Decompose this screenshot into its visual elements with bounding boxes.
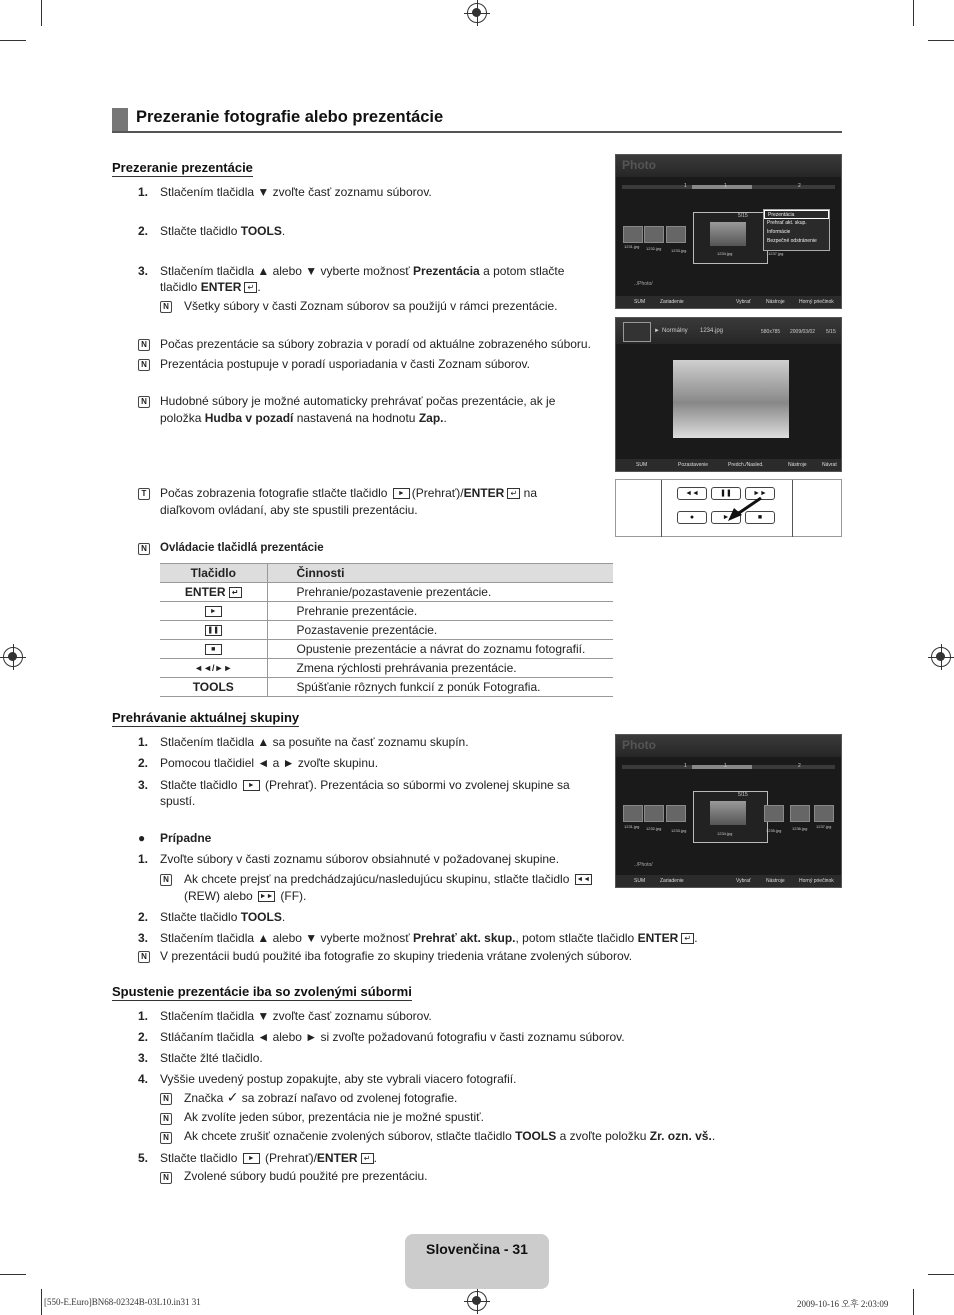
stop-icon: ■ xyxy=(205,644,222,655)
section-heading-selected-files: Spustenie prezentácie iba so zvolenými súbormi xyxy=(112,984,412,999)
bullet-icon: ● xyxy=(138,831,146,845)
note-start-slideshow: Počas zobrazenia fotografie stlačte tlačidlo ► (Prehrať)/ENTER ↵ na diaľkovom ovládaní, aby ste spustili prezentáciu. xyxy=(160,486,537,517)
slideshow-controls-table xyxy=(160,563,613,697)
step-4: 4. Vyššie uvedený postup zopakujte, aby ste vybrali viacero fotografií. xyxy=(138,1072,517,1086)
note-order-list: Prezentácia postupuje v poradí usporiadania v časti Zoznam súborov. xyxy=(160,357,530,371)
section-heading-current-group: Prehrávanie aktuálnej skupiny xyxy=(112,710,300,725)
step-5: 5. Stlačte tlačidlo ► (Prehrať)/ENTER ↵ . xyxy=(138,1151,377,1165)
print-slug-right: 2009-10-16 오후 2:03:09 xyxy=(797,1299,889,1309)
alternative-heading: ● Prípadne xyxy=(138,831,212,845)
note-deselect: Ak chcete zrušiť označenie zvolených súborov, stlačte tlačidlo TOOLS a zvoľte položku Zr. ozn. vš.. xyxy=(184,1129,716,1143)
step-2: 2. Stláčaním tlačidla ◄ alebo ► si zvoľte požadovanú fotografiu v časti zoznamu súborov. xyxy=(138,1030,625,1044)
tv-screen-photo-group: Photo 1 1 2 1231.jpg 1232.jpg 1233.jpg 5/15 1234.jpg 1235.jpg 1236.jpg 1237.jpg ../Photo/ SUM Zariadenie Vybrať Nástroje Horný priečinok xyxy=(615,734,842,888)
note-single-file: Ak zvolíte jeden súbor, prezentácia nie je možné spustiť. xyxy=(184,1110,484,1124)
stop-button[interactable]: ■ xyxy=(745,511,775,524)
note-icon: N xyxy=(138,543,150,555)
note-all-files: Všetky súbory v časti Zoznam súborov sa použijú v rámci prezentácie. xyxy=(184,299,558,313)
step-3: 3. Stlačte žlté tlačidlo. xyxy=(138,1051,263,1065)
remote-control-buttons xyxy=(615,479,842,537)
step-2: 2. Pomocou tlačidiel ◄ a ► zvoľte skupinu. xyxy=(138,756,379,770)
pause-icon: ❚❚ xyxy=(205,625,222,636)
note-background-music: Hudobné súbory je možné automaticky prehrávať počas prezentácie, ak je položka Hudba v pozadí nastavená na hodnotu Zap.. xyxy=(160,394,556,425)
alt-step-1: 1. Zvoľte súbory v časti zoznamu súborov obsiahnuté v požadovanej skupine. xyxy=(138,852,560,866)
tv-screen-slideshow: ► Normálny 1234.jpg 580x785 2009/03/02 5/15 SUM Pozastavenie Predch./Nasled. Nástroje Návrat xyxy=(615,317,842,472)
photo-icon xyxy=(623,322,651,342)
tv-screen-photo-menu: Photo 1 1 2 1231.jpg 1232.jpg 1233.jpg 5/15 1234.jpg Prezentácia Prehrať akt. skup. Informácie Bezpečné odstránenie 1237.jpg ../Photo/ SUM Zariadenie Vybrať Nástroje Horný priečinok xyxy=(615,154,842,309)
table-row: ENTER ↵ Prehranie/pozastavenie prezentácie. xyxy=(160,583,613,602)
play-icon: ► xyxy=(205,606,222,617)
tip-icon: T xyxy=(138,488,150,500)
enter-icon: ↵ xyxy=(361,1153,374,1164)
enter-icon: ↵ xyxy=(244,282,257,293)
record-button[interactable]: ● xyxy=(677,511,707,524)
note-group-files: V prezentácii budú použité iba fotografie zo skupiny triedenia vrátane zvolených súborov. xyxy=(160,949,633,963)
checkmark-icon: ✓ xyxy=(226,1089,239,1105)
play-icon: ► xyxy=(393,488,410,499)
step-1: 1. Stlačením tlačidla ▼ zvoľte časť zoznamu súborov. xyxy=(138,1009,432,1023)
registration-mark-bottom xyxy=(467,1291,487,1311)
step-3: 3. Stlačením tlačidla ▲ alebo ▼ vyberte možnosť Prezentácia a potom stlačte tlačidlo ENTER ↵ . xyxy=(138,264,565,294)
pointer-arrow-icon xyxy=(716,495,766,521)
step-1: 1. Stlačením tlačidla ▼ zvoľte časť zoznamu súborov. xyxy=(138,185,432,199)
note-icon: N xyxy=(138,339,150,351)
print-slug-left: [550-E.Euro]BN68-02324B-03L10.in31 31 xyxy=(44,1297,201,1307)
play-button[interactable]: ► xyxy=(711,511,741,524)
play-icon: ► xyxy=(243,1153,260,1164)
note-icon: N xyxy=(160,1132,172,1144)
table-title: Ovládacie tlačidlá prezentácie xyxy=(160,542,324,554)
step-3: 3. Stlačte tlačidlo ► (Prehrať). Prezentácia so súbormi vo zvolenej skupine sa spustí. xyxy=(138,778,570,808)
rew-ff-icon: ◄◄/►► xyxy=(160,659,267,678)
table-row: ■ Opustenie prezentácie a návrat do zoznamu fotografií. xyxy=(160,640,613,659)
note-icon: N xyxy=(160,1172,172,1184)
slideshow-photo xyxy=(673,360,789,438)
note-icon: N xyxy=(138,396,150,408)
page-number: Slovenčina - 31 xyxy=(426,1241,528,1257)
step-2: 2. Stlačte tlačidlo TOOLS. xyxy=(138,224,286,238)
table-row: ► Prehranie prezentácie. xyxy=(160,602,613,621)
section-heading-slideshow: Prezeranie prezentácie xyxy=(112,160,253,175)
enter-icon: ↵ xyxy=(507,488,520,499)
table-header-action: Činnosti xyxy=(267,564,613,583)
table-row: ❚❚ Pozastavenie prezentácie. xyxy=(160,621,613,640)
table-header-key: Tlačidlo xyxy=(160,564,267,583)
registration-mark-right xyxy=(931,647,951,667)
table-row: TOOLS Spúšťanie rôznych funkcií z ponúk Fotografia. xyxy=(160,678,613,697)
title-rule xyxy=(112,131,842,133)
note-order-current: Počas prezentácie sa súbory zobrazia v poradí od aktuálne zobrazeného súboru. xyxy=(160,337,591,351)
note-rew-ff: Ak chcete prejsť na predchádzajúcu/nasledujúcu skupinu, stlačte tlačidlo ◄◄ (REW) alebo ►► (FF). xyxy=(184,872,591,903)
note-icon: N xyxy=(160,1093,172,1105)
ff-icon: ►► xyxy=(259,893,274,901)
rew-button[interactable]: ◄◄ xyxy=(677,487,707,500)
note-icon: N xyxy=(138,359,150,371)
step-1: 1. Stlačením tlačidla ▲ sa posuňte na časť zoznamu skupín. xyxy=(138,735,469,749)
registration-mark-top xyxy=(467,3,487,23)
enter-icon: ↵ xyxy=(681,933,694,944)
note-checkmark: Značka ✓ sa zobrazí naľavo od zvolenej fotografie. xyxy=(184,1089,458,1105)
note-icon: N xyxy=(160,1113,172,1125)
note-selected-used: Zvolené súbory budú použité pre prezentáciu. xyxy=(184,1169,428,1183)
ff-button[interactable]: ►► xyxy=(745,487,775,500)
title-bar-accent xyxy=(112,108,128,132)
note-icon: N xyxy=(160,874,172,886)
enter-icon: ↵ xyxy=(229,587,242,598)
rew-icon: ◄◄ xyxy=(576,876,591,884)
pause-button[interactable]: ❚❚ xyxy=(711,487,741,500)
alt-step-2: 2. Stlačte tlačidlo TOOLS. xyxy=(138,910,286,924)
registration-mark-left xyxy=(3,647,23,667)
alt-step-3: 3. Stlačením tlačidla ▲ alebo ▼ vyberte možnosť Prehrať akt. skup., potom stlačte tlačidlo ENTER ↵ . xyxy=(138,931,698,945)
table-row: ◄◄/►► Zmena rýchlosti prehrávania prezentácie. xyxy=(160,659,613,678)
play-icon: ► xyxy=(243,780,260,791)
note-icon: N xyxy=(138,951,150,963)
page-title: Prezeranie fotografie alebo prezentácie xyxy=(136,108,444,126)
note-icon: N xyxy=(160,301,172,313)
